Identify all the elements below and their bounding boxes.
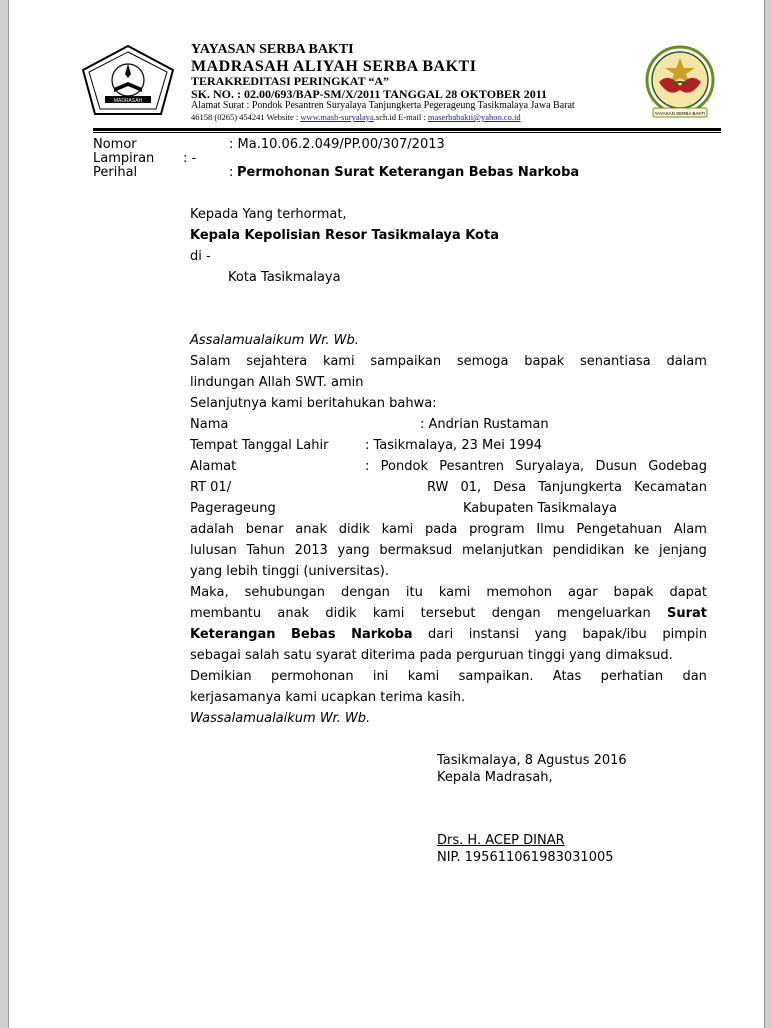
word: permohonan <box>270 669 354 684</box>
word: bermaksud <box>379 543 453 558</box>
website-link[interactable]: www.masb-suryalaya <box>300 112 374 122</box>
signature-position: Kepala Madrasah, <box>437 770 553 785</box>
word: ini <box>372 669 389 684</box>
word: Pesantren <box>439 459 505 474</box>
foundation-emblem-logo <box>639 44 721 122</box>
recipient-name: Kepala Kepolisian Resor Tasikmalaya Kota <box>190 228 499 243</box>
nama-value: : Andrian Rustaman <box>420 417 549 432</box>
alamat-label: Alamat <box>190 459 237 474</box>
word: Salam <box>190 354 231 369</box>
word: dan <box>682 669 707 684</box>
letterhead-rule-thin <box>93 132 721 133</box>
perihal-colon: : <box>229 165 234 180</box>
word: Godebag <box>648 459 707 474</box>
paragraph-3-line-2 <box>190 543 707 558</box>
word: agar <box>568 585 598 600</box>
nomor-label: Nomor <box>93 137 137 152</box>
word: dalam <box>666 354 707 369</box>
word: Tanjungkerta <box>538 480 622 495</box>
word: instansi <box>468 627 520 642</box>
word: membantu <box>190 606 262 621</box>
word: lulusan <box>190 543 237 558</box>
word: Demikian <box>190 669 252 684</box>
paragraph-2: Selanjutnya kami beritahukan bahwa: <box>190 396 437 411</box>
word: Keterangan <box>190 627 276 642</box>
letterhead-rule-thick <box>93 128 721 131</box>
word: Kecamatan <box>634 480 707 495</box>
word: senantiasa <box>580 354 651 369</box>
word: sampaikan <box>370 354 442 369</box>
signature-place-date: Tasikmalaya, 8 Agustus 2016 <box>437 753 627 768</box>
word: kami <box>323 354 355 369</box>
closing-salutation: Wassalamualaikum Wr. Wb. <box>190 711 371 726</box>
word: yang <box>534 627 567 642</box>
alamat-line-3-end: Kabupaten Tasikmalaya <box>463 501 617 516</box>
word: Tahun <box>246 543 285 558</box>
contact-prefix: 46158 (0265) 454241 Website : <box>191 112 301 122</box>
word: Surat <box>666 606 707 621</box>
recipient-di: di - <box>190 249 211 264</box>
school-address: Alamat Surat : Pondok Pesantren Suryalaya Tanjungkerta Pegerageung Tasikmalaya Jawa Barat <box>191 100 575 111</box>
word: anak <box>295 522 327 537</box>
perihal-label: Perihal <box>93 165 138 180</box>
paragraph-1-line-1 <box>190 354 707 369</box>
foundation-emblem-label: YAYASAN SERBA BAKTI <box>654 111 706 116</box>
opening-salutation: Assalamualaikum Wr. Wb. <box>190 333 359 348</box>
word: Alam <box>673 522 707 537</box>
word: tersebut <box>420 606 476 621</box>
word: benar <box>245 522 284 537</box>
word: ke <box>634 543 650 558</box>
paragraph-4-line-1 <box>190 585 707 600</box>
nomor-value: : Ma.10.06.2.049/PP.00/307/2013 <box>229 137 445 152</box>
ttl-value: : Tasikmalaya, 23 Mei 1994 <box>365 438 543 453</box>
word: semoga <box>456 354 509 369</box>
word: kami <box>381 522 414 537</box>
recipient-greeting: Kepada Yang terhormat, <box>190 207 347 222</box>
paragraph-4-line-4: sebagai salah satu syarat diterima pada perguruan tinggi yang dimaksud. <box>190 648 673 663</box>
alamat-line-2-end <box>427 480 707 495</box>
word: melanjutkan <box>461 543 543 558</box>
word: pimpin <box>662 627 707 642</box>
alamat-line-1 <box>365 459 707 474</box>
letter-page <box>8 0 765 1028</box>
word: Pengetahuan <box>576 522 663 537</box>
school-contact <box>191 112 521 122</box>
word: : <box>365 459 370 474</box>
word: Maka, <box>190 585 229 600</box>
word: Pondok <box>380 459 428 474</box>
word: kami <box>372 606 405 621</box>
word: Desa <box>493 480 527 495</box>
word: program <box>469 522 525 537</box>
lampiran-value: : - <box>183 151 197 166</box>
word: bapak/ibu <box>582 627 647 642</box>
perihal-value: Permohonan Surat Keterangan Bebas Narkoba <box>237 165 580 180</box>
word: anak <box>277 606 310 621</box>
word: kami <box>407 669 440 684</box>
word: kami <box>438 585 471 600</box>
paragraph-4-line-2 <box>190 606 707 621</box>
foundation-name: YAYASAN SERBA BAKTI <box>191 42 354 57</box>
word: dari <box>428 627 454 642</box>
word: bapak <box>524 354 565 369</box>
word: sampaikan. <box>458 669 534 684</box>
school-name: MADRASAH ALIYAH SERBA BAKTI <box>191 58 477 75</box>
recipient-city: Kota Tasikmalaya <box>228 270 341 285</box>
contact-mid: .sch.id E-mail : <box>373 112 428 122</box>
decree-number: SK. NO. : 02.00/693/BAP-SM/X/2011 TANGGAL 28 OKTOBER 2011 <box>191 87 548 101</box>
email-link[interactable]: maserbabakti@yahoo.co.id <box>427 112 521 122</box>
signatory-name: Drs. H. ACEP DINAR <box>437 833 565 848</box>
word: Dusun <box>595 459 637 474</box>
word: memohon <box>486 585 553 600</box>
word: Bebas <box>291 627 336 642</box>
paragraph-3-line-3: yang lebih tinggi (universitas). <box>190 564 389 579</box>
alamat-line-3-start: Pagerageung <box>190 501 276 516</box>
paragraph-3-line-1 <box>190 522 707 537</box>
word: didik <box>338 522 370 537</box>
word: dengan <box>491 606 541 621</box>
nama-label: Nama <box>190 417 229 432</box>
word: itu <box>405 585 423 600</box>
emblem-label: MADRASAH <box>113 98 143 104</box>
word: RW <box>427 480 449 495</box>
paragraph-5-line-2: kerjasamanya kami ucapkan terima kasih. <box>190 690 466 705</box>
word: Suryalaya, <box>515 459 585 474</box>
word: 2013 <box>294 543 328 558</box>
ministry-emblem-logo <box>81 44 175 116</box>
word: sejahtera <box>246 354 308 369</box>
word: sehubungan <box>244 585 325 600</box>
word: perhatian <box>600 669 664 684</box>
word: dapat <box>669 585 707 600</box>
word: dengan <box>340 585 390 600</box>
ttl-label: Tempat Tanggal Lahir <box>190 438 329 453</box>
word: pendidikan <box>552 543 625 558</box>
paragraph-5-line-1 <box>190 669 707 684</box>
word: jenjang <box>658 543 707 558</box>
word: Ilmu <box>536 522 565 537</box>
paragraph-1-line-2: lindungan Allah SWT. amin <box>190 375 364 390</box>
signatory-nip: NIP. 195611061983031005 <box>437 850 614 865</box>
lampiran-label: Lampiran <box>93 151 155 166</box>
word: bapak <box>613 585 654 600</box>
word: mengeluarkan <box>556 606 651 621</box>
word: yang <box>337 543 370 558</box>
alamat-line-2-start: RT 01/ <box>190 480 232 495</box>
accreditation: TERAKREDITASI PERINGKAT “A” <box>191 74 390 88</box>
paragraph-4-line-3 <box>190 627 707 642</box>
word: 01, <box>460 480 482 495</box>
word: didik <box>325 606 357 621</box>
word: Narkoba <box>351 627 413 642</box>
word: adalah <box>190 522 235 537</box>
word: Atas <box>552 669 582 684</box>
word: pada <box>424 522 458 537</box>
